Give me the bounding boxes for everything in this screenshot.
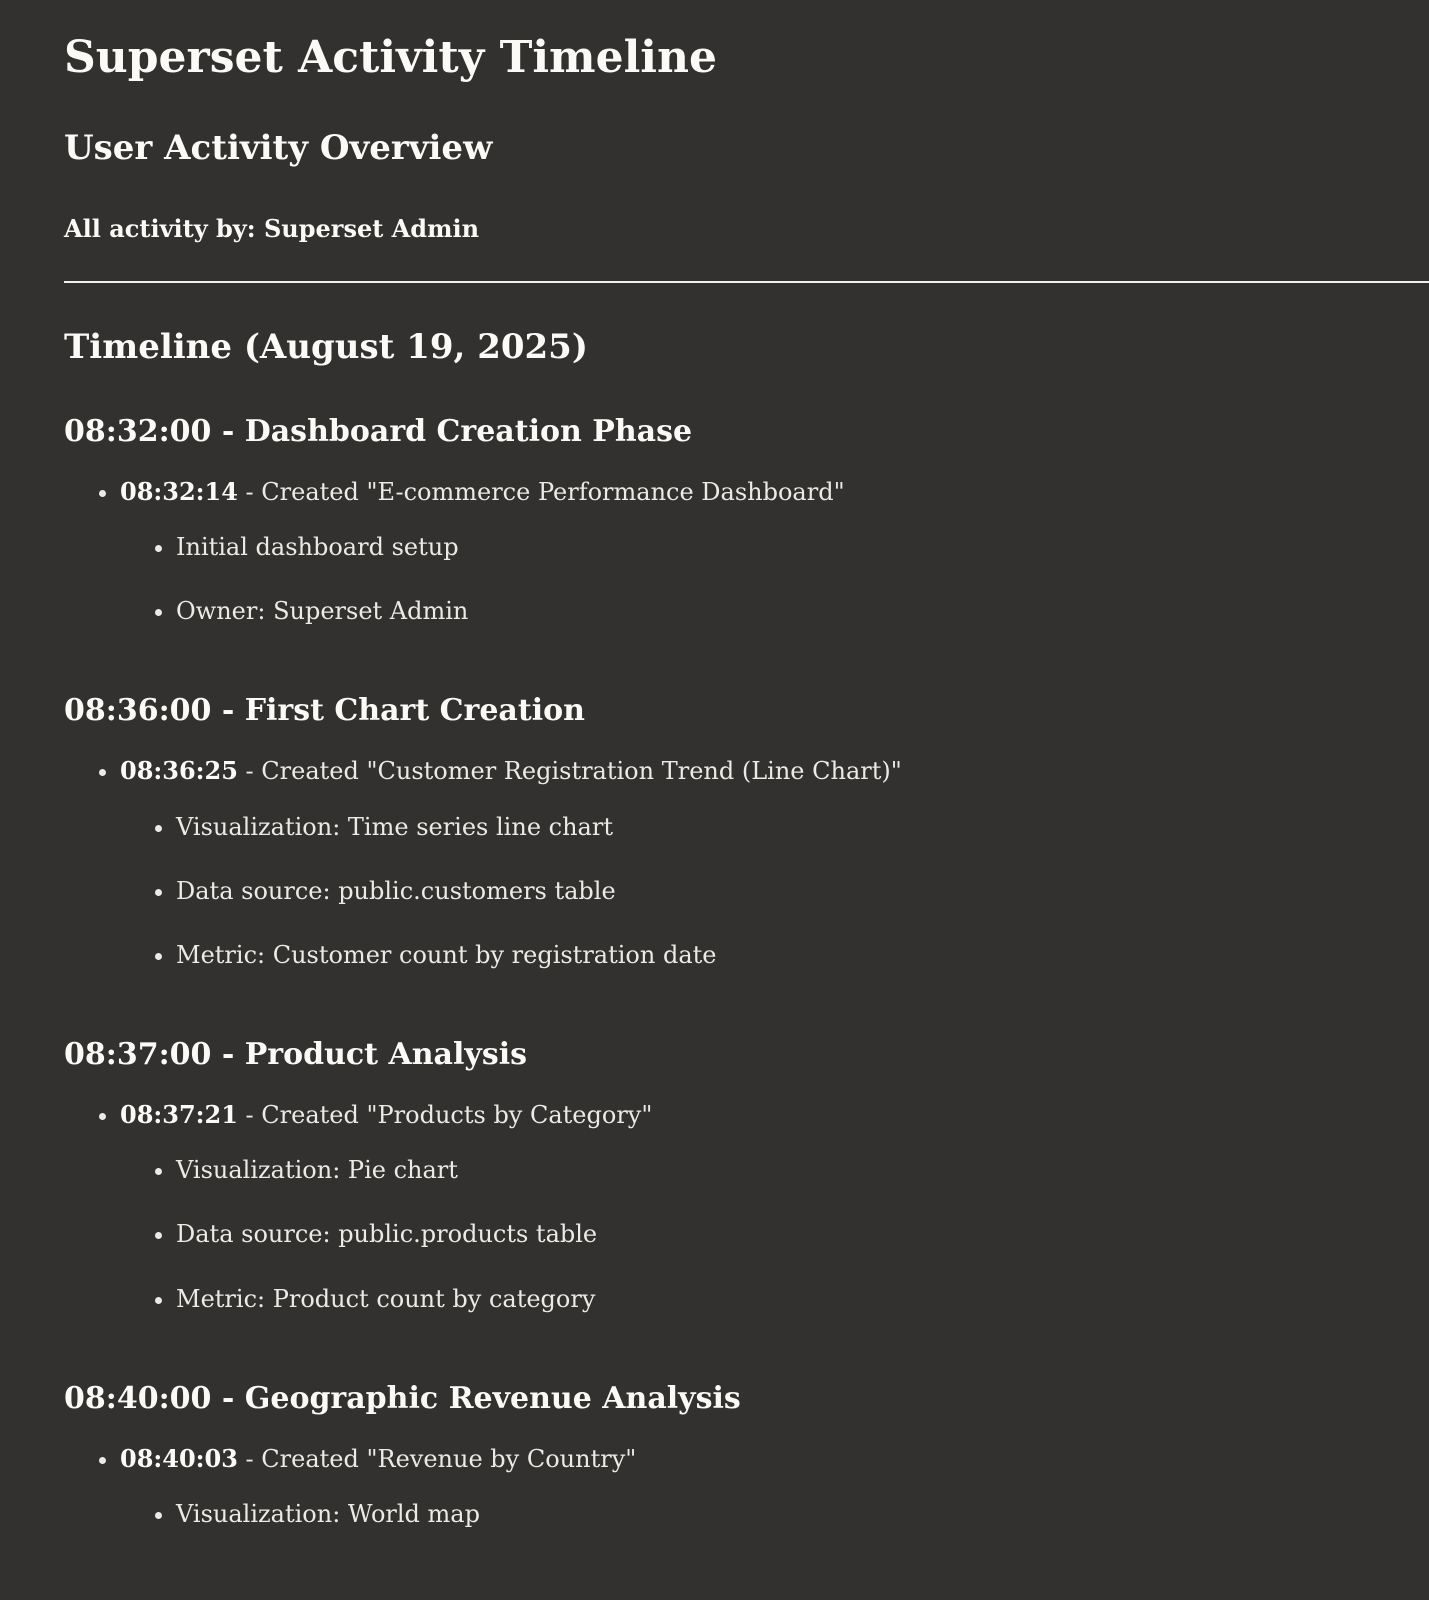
section-heading: 08:32:00 - Dashboard Creation Phase <box>64 413 693 449</box>
entry-time: 08:36:25 <box>120 756 238 786</box>
entry-list <box>64 1099 1429 1327</box>
entry-time: 08:37:21 <box>120 1100 238 1130</box>
entry-text: - Created "Revenue by Country" <box>237 1444 637 1473</box>
detail-list <box>120 1499 1429 1530</box>
timeline-section <box>64 691 1429 983</box>
detail-item: • Initial dashboard setup <box>176 532 1429 563</box>
timeline-sections <box>64 412 1429 1542</box>
detail-item: • Metric: Customer count by registration date <box>176 940 1429 971</box>
entry-item <box>120 1099 1429 1315</box>
detail-item: • Visualization: Pie chart <box>176 1155 1429 1186</box>
detail-list <box>120 532 1429 627</box>
overview-subtitle: User Activity Overview <box>64 128 493 169</box>
detail-list <box>120 1155 1429 1315</box>
entry-text: - Created "Products by Category" <box>237 1101 653 1130</box>
entry-line <box>120 1101 652 1129</box>
entry-text: - Created "Customer Registration Trend (Line Chart)" <box>237 757 902 786</box>
timeline-section <box>64 412 1429 640</box>
section-heading: 08:40:00 - Geographic Revenue Analysis <box>64 1380 741 1416</box>
entry-line <box>120 757 902 785</box>
entry-item <box>120 476 1429 628</box>
detail-item: • Data source: public.customers table <box>176 876 1429 907</box>
entry-time: 08:40:03 <box>120 1443 238 1473</box>
timeline-section <box>64 1379 1429 1542</box>
entry-item <box>120 755 1429 971</box>
entry-time: 08:32:14 <box>120 476 238 506</box>
section-heading: 08:37:00 - Product Analysis <box>64 1037 527 1073</box>
detail-item: • Metric: Product count by category <box>176 1284 1429 1315</box>
detail-list <box>120 812 1429 972</box>
detail-item: • Owner: Superset Admin <box>176 596 1429 627</box>
detail-item: • Data source: public.products table <box>176 1219 1429 1250</box>
entry-list <box>64 476 1429 640</box>
entry-text: - Created "E-commerce Performance Dashboard" <box>237 477 845 506</box>
byline: All activity by: Superset Admin <box>64 214 480 244</box>
timeline-heading: Timeline (August 19, 2025) <box>64 326 588 367</box>
entry-list <box>64 755 1429 983</box>
divider <box>64 281 1429 283</box>
entry-line <box>120 478 845 506</box>
page-title: Superset Activity Timeline <box>64 32 717 83</box>
section-heading: 08:36:00 - First Chart Creation <box>64 693 585 729</box>
detail-item: • Visualization: Time series line chart <box>176 812 1429 843</box>
timeline-section <box>64 1035 1429 1327</box>
entry-item <box>120 1443 1429 1530</box>
entry-line <box>120 1445 636 1473</box>
detail-item: • Visualization: World map <box>176 1499 1429 1530</box>
entry-list <box>64 1443 1429 1542</box>
